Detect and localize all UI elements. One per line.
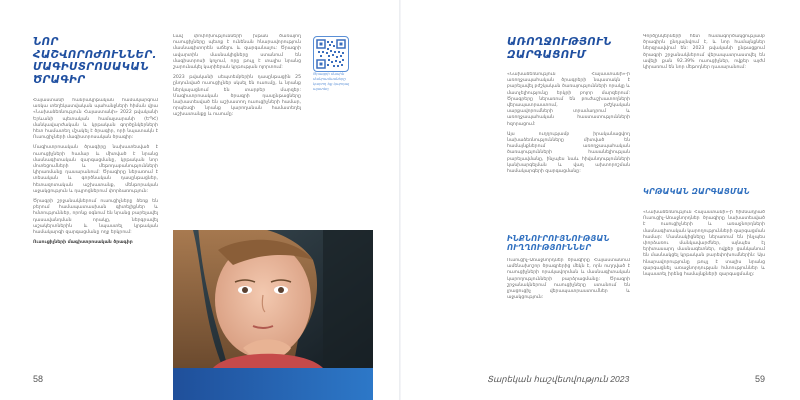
left-column-1	[33, 98, 158, 366]
paragraph: Ուսուցիչ-Առաջնորդներ ծրագիրը Հայաստանում ամենախոշոր ծրագրերից մեկն է, որն ուղղված է ուսուցիչների որակավորման և մասնագիտական կարողությունների բարձրացմանը: Ծրագրի շրջանակներում ուսուցիչները ստանում են լրացուցիչ վերապատրաստումներ և աջակցություն:	[507, 258, 630, 301]
paragraph: Այս ուղղությամբ իրականացվող նախաձեռնությունները միտված են համայնքներում առողջապահական ծառայությունների հասանելիության բարելավմանը, ինչպես նաև հիվանդությունների կանխարգելման և վաղ ախտորոշման համակարգերի զարգացմանը:	[507, 131, 630, 175]
photo-color-band	[173, 368, 373, 400]
child-portrait-image	[173, 230, 373, 368]
qr-code-icon	[316, 39, 346, 69]
qr-caption: Ծրագրի մասին մանրամասները կարող եք կարդալ այստեղ	[313, 71, 350, 91]
left-column-2	[173, 34, 301, 214]
paragraph-bold	[33, 240, 158, 246]
paragraph: Մագիստրոսական ծրագիրը նախատեսված է ուսուցիչների համար և միտված է նրանց մասնագիտական զարգացմանը, կրթական նոր մոտեցումների և մեթոդաբանությունների կիրառմանը դասարանում: Ծրագիրը ներառում է տեսական և գործնական դասընթացներ, հետազոտական աշխատանք, մենթորական աջակցություն և դպրոցներում փորձառություն:	[33, 145, 158, 194]
right-column-2-lower	[643, 210, 765, 368]
page-number-right: 59	[755, 374, 766, 384]
child-photo	[173, 230, 373, 368]
page-number-left: 58	[33, 374, 44, 384]
right-column-1	[507, 72, 630, 224]
qr-code[interactable]	[313, 36, 349, 72]
paragraph: Հայաստանի հանրակրթական համակարգում առկա տեղեկատվական պահանջների հիման վրա «Նախաձեռնություն Հայաստանի» 2022 թվականի Երևանի պետական համալսարանի (ԵՊՀ) մանկավարժական և կրթական գործընկերների հետ համատեղ մշակել է ծրագիր, որի նպատակն է Ուսուցիչների մագիստրոսական ծրագիր:	[33, 98, 158, 141]
page-gutter	[399, 0, 401, 400]
paragraph: «Նախաձեռնություն Հայաստանի»-ի առողջապահական ծրագրերի նպատակն է բարելավել բժշկական ծառայությունների որակը և մատչելիությունը երկրի բոլոր մարզերում: Ծրագրերը ներառում են բուժաշխատողների վերապատրաստում, բժշկական սարքավորումների տրամադրում և առողջապահական հաստատությունների հզորացում:	[507, 72, 630, 127]
right-column-1-lower	[507, 258, 630, 368]
right-column-2	[643, 34, 765, 166]
right-subheading-2: ԿՐԹԱԿԱՆ ԶԱՐԳԱՑՄԱՆ	[643, 187, 750, 196]
bold-phrase: Ուսուցիչների մագիստրոսական ծրագիր	[33, 240, 133, 246]
right-page-heading: ԱՌՈՂՋՈՒԹՅՈՒՆ ԶԱՐԳԱՑՈՒՄ	[507, 36, 612, 61]
paragraph: Ծրագրի շրջանակներում ուսուցիչները ձեռք են բերում համապատասխան գիտելիքներ և հմտություններ, որոնք օգնում են նրանց բարելավել դասավանդման որակը, ներգրավել աշակերտներին և նպաստել կրթական համակարգի զարգացմանը ողջ երկրում:	[33, 199, 158, 236]
footer-report-title: Տարեկան հաշվետվություն 2023	[487, 374, 630, 384]
paragraph: 2023 թվականի սեպտեմբերին դասընթացին 25 ընդունված ուսուցիչներ սկսել են ուսումը, և նրանք ներկայացնում են տարբեր մարզեր: Մագիստրոսական ծրագրի դասընթացները նախատեսված են աշխատող ուսուցիչների համար, որպեսզի նրանք կարողանան համատեղել աշխատանքը և ուսումը:	[173, 75, 301, 118]
left-page-heading: ՆՈՐ ՀԱՇՎՈՐՈԺՈՒՆՆԵՐ. ՄԱԳԻՍՏՐՈՍԱԿԱՆ ԾՐԱԳԻՐ	[33, 36, 157, 86]
right-subheading-1: ԻՆՔՆՈՒՐՈՒՅՆՈՒԹՅԱՆ ՈՒՂՂՈՒԹՅՈՒՆՆԵՐ	[507, 234, 610, 252]
paragraph: Գործընկերների հետ համագործակցությամբ ծրագիրն ընդլայնվում է, և նոր համայնքներ ներգրավվում են: 2023 թվականի ընթացքում ծրագրի շրջանակներում վերապատրաստվել են ավելի քան 92.39% ուսուցիչներ, ովքեր այժմ կիրառում են նոր մեթոդներ դասարանում:	[643, 34, 765, 71]
paragraph: Լավ փոփոխությունների խթան ծառայող ուսուցիչները պետք է ունենան հնարավորություն մասնագիտորեն աճելու և զարգանալու: Ծրագրի ավարտին մասնակիցները ստանում են մագիստրոսի կոչում, որը թույլ է տալիս նրանց շարունակել կարիերան կրթության ոլորտում:	[173, 34, 301, 71]
paragraph: «Նախաձեռնություն Հայաստանի»-ի հիմնադրած Ուսուցիչ-Առաջնորդներ ծրագիրը նախատեսված է ուսուցիչների և առաջնորդների մասնագիտական կարողությունների զարգացման համար: Մասնակիցները ներառում են ինչպես փորձառու մանկավարժներ, այնպես էլ երիտասարդ մասնագետներ, ովքեր ցանկանում են մասնակցել կրթական բարեփոխումներին: Այս հնարավորությունը թույլ է տալիս նրանց զարգացնել առաջնորդության հմտություններ և նպաստել իրենց համայնքների զարգացմանը:	[643, 210, 765, 278]
